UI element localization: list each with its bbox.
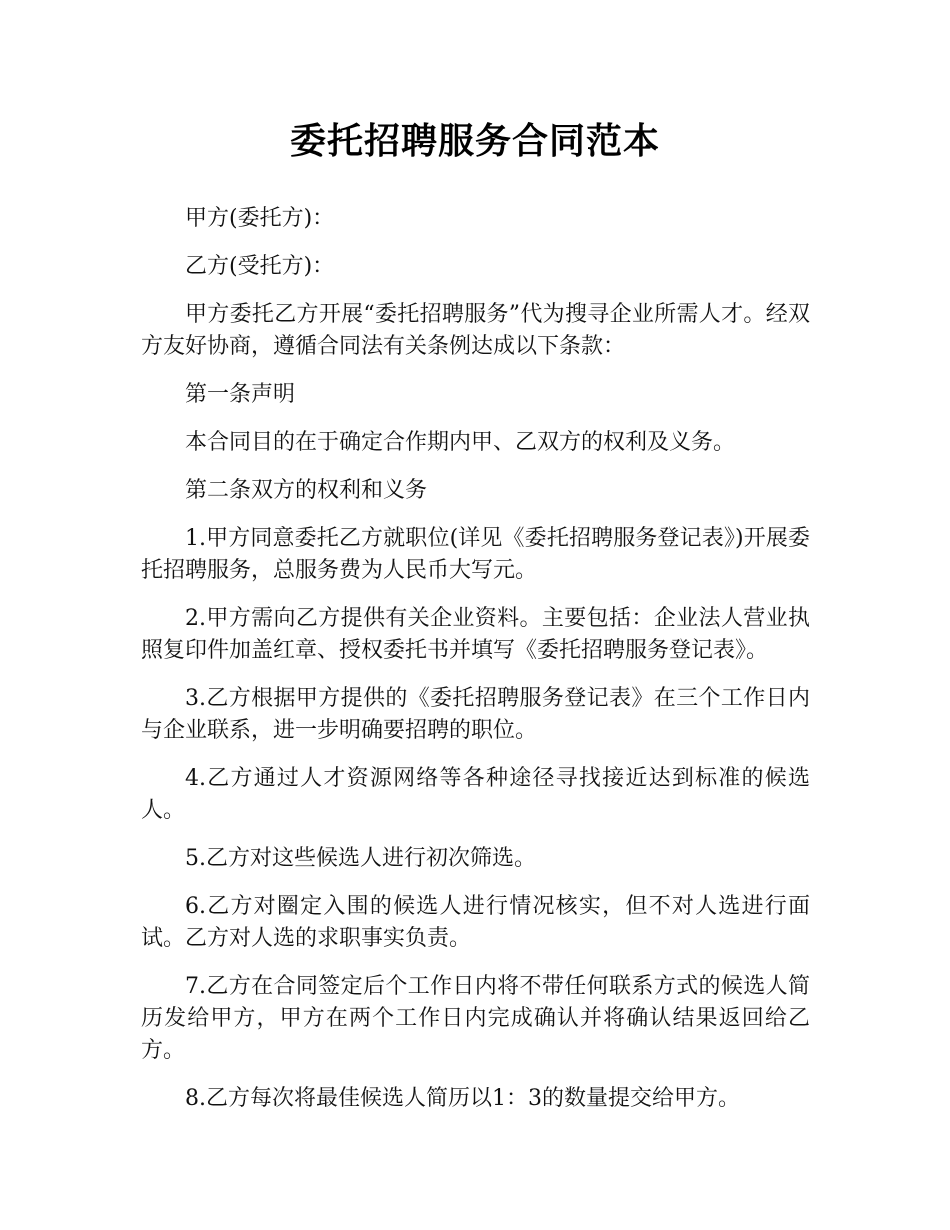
document-title: 委托招聘服务合同范本: [289, 121, 660, 162]
clause-3: 3.乙方根据甲方提供的《委托招聘服务登记表》在三个工作日内与企业联系，进一步明确要招聘的职位。: [141, 686, 810, 743]
article-1-text: 本合同目的在于确定合作期内甲、乙双方的权利及义务。: [185, 430, 736, 455]
clause-8: 8.乙方每次将最佳候选人简历以1：3的数量提交给甲方。: [185, 1086, 740, 1111]
clause-7: 7.乙方在合同签定后个工作日内将不带任何联系方式的候选人简历发给甲方，甲方在两个工作日内完成确认并将确认结果返回给乙方。: [141, 974, 810, 1063]
document-body: [141, 203, 810, 1131]
article-2-heading: 第二条双方的权利和义务: [185, 478, 428, 503]
preamble-paragraph: 甲方委托乙方开展“委托招聘服务”代为搜寻企业所需人才。经双方友好协商，遵循合同法有关条例达成以下条款：: [141, 302, 810, 359]
clause-6: 6.乙方对圈定入围的候选人进行情况核实，但不对人选进行面试。乙方对人选的求职事实负责。: [141, 894, 810, 951]
clause-5: 5.乙方对这些候选人进行初次筛选。: [185, 846, 536, 871]
party-a-line: 甲方(委托方)：: [185, 206, 335, 231]
party-b-line: 乙方(受托方)：: [185, 254, 335, 279]
article-1-heading: 第一条声明: [185, 382, 296, 407]
clause-4: 4.乙方通过人才资源网络等各种途径寻找接近达到标准的候选人。: [141, 766, 810, 823]
clause-1: 1.甲方同意委托乙方就职位(详见《委托招聘服务登记表》)开展委托招聘服务，总服务费为人民币大写元。: [141, 526, 810, 583]
clause-2: 2.甲方需向乙方提供有关企业资料。主要包括：企业法人营业执照复印件加盖红章、授权委托书并填写《委托招聘服务登记表》。: [141, 606, 810, 663]
